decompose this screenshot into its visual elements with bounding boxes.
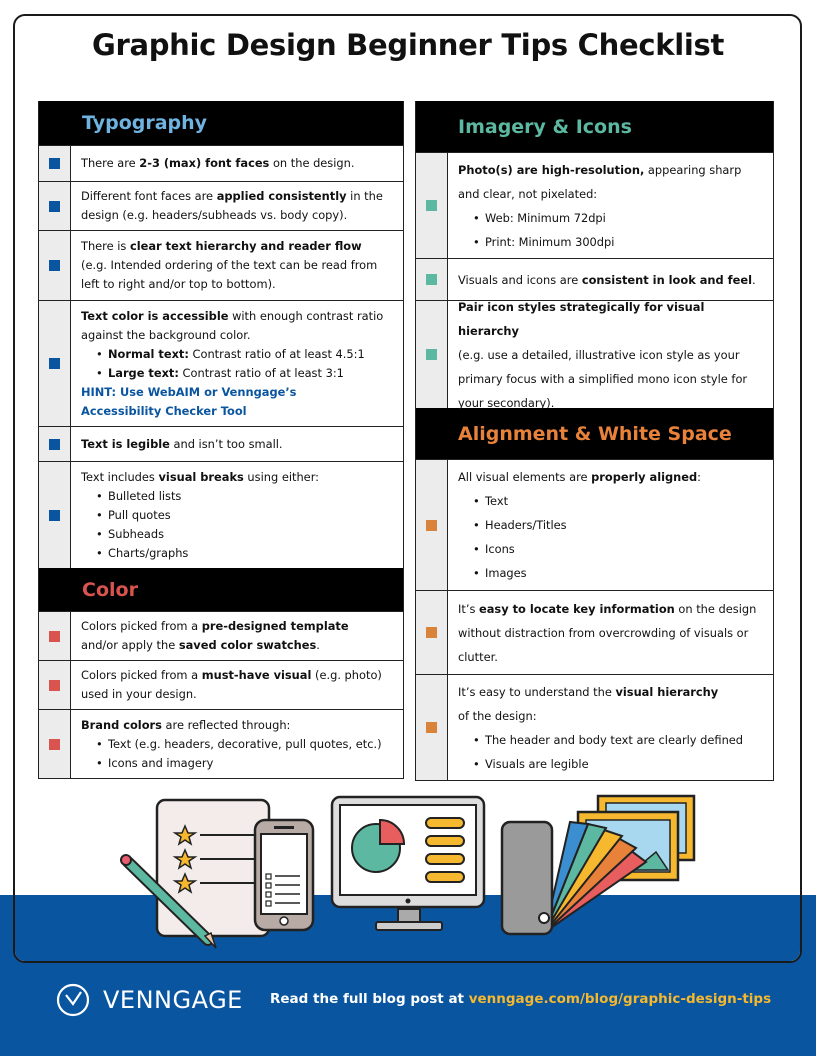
hint-link[interactable] <box>81 383 393 421</box>
design-tools-illustration <box>110 790 710 950</box>
checkbox-square-icon <box>49 439 60 450</box>
checklist-text: . <box>316 638 320 652</box>
checklist-text: consistent in look and feel <box>581 272 752 287</box>
checklist-item-text <box>71 301 403 426</box>
checkbox[interactable] <box>39 462 71 568</box>
checklist-text: must-have visual <box>201 668 312 682</box>
blog-url[interactable]: venngage.com/blog/graphic-design-tips <box>468 991 772 1007</box>
checkbox-square-icon <box>49 158 60 169</box>
checklist-text: • Pull quotes <box>81 506 393 525</box>
checklist-text: • Subheads <box>81 525 393 544</box>
checkbox-square-icon <box>426 274 437 285</box>
bullet-list <box>458 206 763 254</box>
right-column <box>415 101 774 781</box>
checklist-text: in the design (e.g. headers/subheads vs. body copy). <box>81 189 383 222</box>
checklist-text: • Icons <box>458 537 763 561</box>
checklist-text: (e.g. photo) used in your design. <box>81 668 382 701</box>
checklist-item-text <box>448 153 773 258</box>
checklist-text: . <box>751 272 756 287</box>
checklist-text: • Text <box>458 489 763 513</box>
checkbox[interactable] <box>39 612 71 660</box>
checkbox-square-icon <box>49 631 60 642</box>
checklist-item-text <box>71 427 403 461</box>
checklist-text: with enough contrast ratio against the background color. <box>81 308 384 342</box>
checklist-text: • Images <box>458 561 763 585</box>
checklist-text: • Web: Minimum 72dpi <box>458 206 763 230</box>
checklist-item-text <box>448 301 773 408</box>
checklist-item-text <box>71 612 403 660</box>
checklist-text: • Text (e.g. headers, decorative, pull quotes, etc.) <box>81 735 393 754</box>
checklist-item <box>416 459 773 590</box>
checkbox[interactable] <box>39 182 71 230</box>
checklist-text: Contrast ratio of at least 4.5:1 <box>188 346 365 361</box>
venngage-logo-icon <box>55 982 91 1018</box>
checklist-text: using either: <box>243 469 320 484</box>
checklist-text: Photo(s) are high-resolution, <box>458 162 645 177</box>
checkbox[interactable] <box>39 301 71 426</box>
checkbox-square-icon <box>49 201 60 212</box>
blog-link[interactable] <box>270 991 771 1007</box>
checklist-text: Read the full blog post at <box>270 991 469 1007</box>
checklist-item-text <box>448 460 773 590</box>
checklist-item-text <box>71 710 403 778</box>
checklist-text: Large text: <box>108 365 179 380</box>
checklist-text: • Headers/Titles <box>458 513 763 537</box>
checklist-text: It’s <box>458 601 480 616</box>
checkbox[interactable] <box>39 231 71 300</box>
checklist-item <box>416 152 773 258</box>
checklist-text: (e.g. Intended ordering of the text can be read from left to right and/or top to bottom). <box>81 258 378 291</box>
checklist-paper-icon <box>157 800 269 936</box>
page-title: Graphic Design Beginner Tips Checklist <box>91 28 725 62</box>
checkbox[interactable] <box>416 591 448 674</box>
checklist-item-text <box>71 146 403 181</box>
alignment-heading: Alignment & White Space <box>416 408 773 459</box>
checklist-text: pre-designed template <box>201 619 349 633</box>
checklist-text: Normal text: <box>108 346 189 361</box>
checklist-text: Different font faces are <box>81 189 217 203</box>
checklist-text: Accessibility Checker Tool <box>81 403 247 418</box>
checklist-text: clear text hierarchy and reader flow <box>129 239 362 253</box>
checklist-text: Colors picked from a <box>81 619 202 633</box>
checklist-text: properly aligned <box>591 470 698 484</box>
checklist-text: saved color swatches <box>178 638 317 652</box>
checklist-text: Text color is accessible <box>81 308 229 323</box>
left-column <box>38 101 404 779</box>
bullet-list <box>458 728 763 776</box>
checklist-text: Text includes <box>81 469 159 484</box>
checklist-text: • Visuals are legible <box>458 752 763 776</box>
imagery-heading: Imagery & Icons <box>416 101 773 152</box>
checklist-text: visual hierarchy <box>615 684 719 699</box>
checklist-text: applied consistently <box>216 189 347 203</box>
checklist-text: on the design. <box>269 156 355 170</box>
checkbox-square-icon <box>426 722 437 733</box>
checklist-text: There are <box>81 156 140 170</box>
checkbox[interactable] <box>39 427 71 461</box>
checklist-item <box>39 145 403 181</box>
checklist-text: of the design: <box>458 708 537 723</box>
checklist-item <box>416 674 773 780</box>
checklist-text: Visuals and icons are <box>458 272 582 287</box>
logo-text: VENNGAGE <box>103 986 243 1014</box>
checklist-item <box>39 461 403 568</box>
checklist-text: : <box>697 470 702 484</box>
checklist-text: and/or apply the <box>81 638 179 652</box>
checklist-item <box>416 590 773 674</box>
checkbox-square-icon <box>426 349 437 360</box>
checklist-text: Brand colors <box>81 717 162 732</box>
checklist-text: Colors picked from a <box>81 668 202 682</box>
checkbox[interactable] <box>416 301 448 408</box>
checklist-item <box>416 300 773 408</box>
checklist-text: are reflected through: <box>161 717 291 732</box>
checklist-text: Contrast ratio of at least 3:1 <box>178 365 344 380</box>
checkbox[interactable] <box>39 710 71 778</box>
bullet-list <box>81 735 393 773</box>
checklist-item-text <box>448 675 773 780</box>
checklist-text: All visual elements are <box>458 470 592 484</box>
checklist-text: visual breaks <box>158 469 244 484</box>
checklist-text: (e.g. use a detailed, illustrative icon style as your primary focus with a simplified mono icon style for your secondary). <box>458 347 748 410</box>
checklist-text: • Charts/graphs <box>81 544 393 563</box>
checkbox[interactable] <box>39 661 71 709</box>
checklist-text: easy to locate key information <box>479 601 675 616</box>
checkbox-square-icon <box>49 358 60 369</box>
checkbox-square-icon <box>49 680 60 691</box>
checkbox[interactable] <box>416 153 448 258</box>
checklist-text: and isn’t too small. <box>169 436 283 451</box>
checklist-item-text <box>71 661 403 709</box>
checklist-item-text <box>71 182 403 230</box>
checkbox-square-icon <box>426 627 437 638</box>
monitor-icon <box>332 797 484 930</box>
checklist-text: appearing sharp and clear, not pixelated: <box>458 162 742 201</box>
color-heading: Color <box>39 568 403 611</box>
bullet-list <box>81 487 393 563</box>
checkbox[interactable] <box>416 675 448 780</box>
checklist-item-text <box>71 462 403 568</box>
bullet-list <box>81 345 393 383</box>
checklist-item-text <box>448 591 773 674</box>
bullet-list <box>458 489 763 585</box>
checklist-text: 2-3 (max) font faces <box>139 156 270 170</box>
checkbox[interactable] <box>416 460 448 590</box>
checklist-item-text <box>71 231 403 300</box>
checklist-item <box>39 611 403 660</box>
checklist-item <box>39 230 403 300</box>
checklist-text: Pair icon styles strategically for visual hierarchy <box>458 299 705 338</box>
checklist-text: HINT: Use WebAIM or Venngage’s <box>81 384 297 399</box>
checkbox-square-icon <box>49 510 60 521</box>
checklist-item <box>39 426 403 461</box>
checklist-item <box>39 660 403 709</box>
checklist-item <box>39 709 403 778</box>
checklist-text: • Bulleted lists <box>81 487 393 506</box>
phone-icon <box>255 820 313 930</box>
checklist-text: on the design without distraction from overcrowding of visuals or clutter. <box>458 601 757 664</box>
checkbox[interactable] <box>416 259 448 300</box>
venngage-logo[interactable] <box>55 982 243 1018</box>
checklist-text: It’s easy to understand the <box>458 684 616 699</box>
checkbox-square-icon <box>426 520 437 531</box>
checklist-text: • Print: Minimum 300dpi <box>458 230 763 254</box>
checklist-text: • The header and body text are clearly defined <box>458 728 763 752</box>
checklist-text: There is <box>81 239 130 253</box>
typography-heading: Typography <box>39 101 403 145</box>
checklist-item <box>39 181 403 230</box>
checklist-item <box>39 300 403 426</box>
checkbox-square-icon <box>426 200 437 211</box>
checkbox-square-icon <box>49 260 60 271</box>
checkbox[interactable] <box>39 146 71 181</box>
checklist-text: • Icons and imagery <box>81 754 393 773</box>
checklist-text: Text is legible <box>81 436 170 451</box>
checkbox-square-icon <box>49 739 60 750</box>
